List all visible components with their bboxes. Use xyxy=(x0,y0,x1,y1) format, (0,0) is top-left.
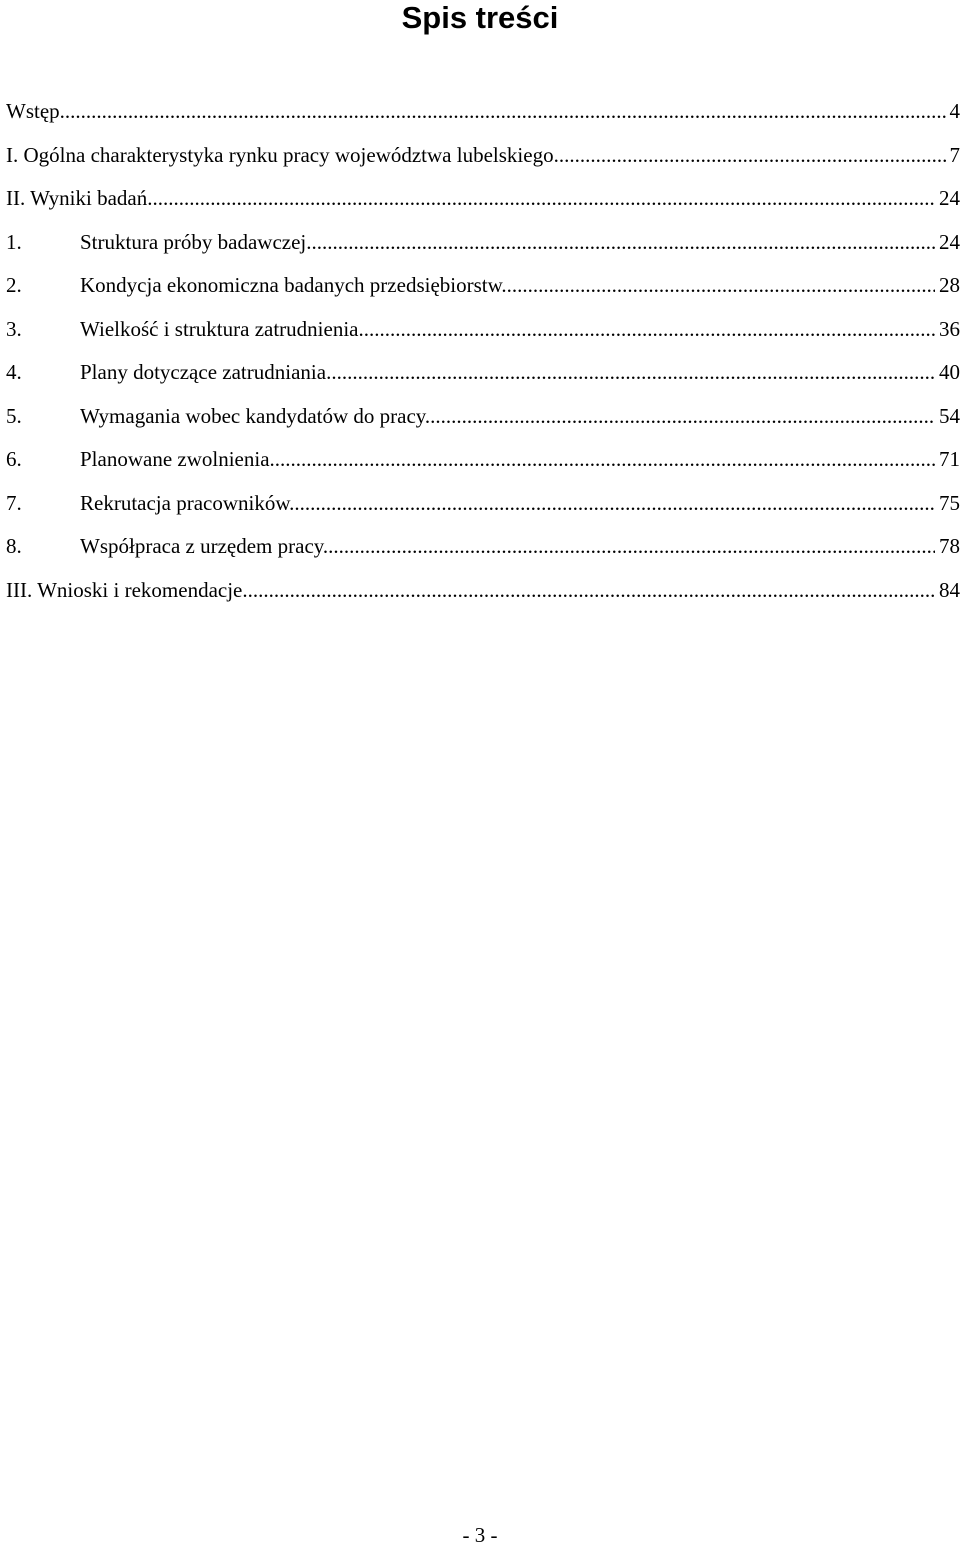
toc-entry-text: Wstęp xyxy=(6,99,60,123)
toc-leader-dots xyxy=(306,230,960,254)
toc-entry-chapter-3[interactable] xyxy=(6,575,960,619)
toc-entry-text: III. Wnioski i rekomendacje xyxy=(6,578,242,602)
toc-entry-page: 28 xyxy=(935,270,960,300)
toc-entry-page: 24 xyxy=(935,227,960,257)
toc-entry-text: Struktura próby badawczej xyxy=(80,230,306,254)
table-of-contents xyxy=(6,96,960,618)
toc-entry-section-1[interactable] xyxy=(6,227,960,271)
toc-leader-dots xyxy=(323,534,960,558)
toc-leader-dots xyxy=(242,578,960,602)
toc-entry-text: II. Wyniki badań xyxy=(6,186,147,210)
toc-leader-dots xyxy=(425,404,960,428)
toc-entry-section-3[interactable] xyxy=(6,314,960,358)
toc-entry-chapter-1[interactable] xyxy=(6,140,960,184)
toc-entry-section-5[interactable] xyxy=(6,401,960,445)
toc-entry-number: 3. xyxy=(6,314,80,344)
toc-entry-page: 40 xyxy=(935,357,960,387)
toc-entry-page: 54 xyxy=(935,401,960,431)
toc-entry-page: 84 xyxy=(935,575,960,605)
toc-entry-text: I. Ogólna charakterystyka rynku pracy województwa lubelskiego xyxy=(6,143,554,167)
toc-leader-dots xyxy=(554,143,960,167)
toc-leader-dots xyxy=(60,99,960,123)
toc-entry-chapter-2[interactable] xyxy=(6,183,960,227)
toc-entry-text: Rekrutacja pracowników xyxy=(80,491,289,515)
toc-leader-dots xyxy=(326,360,960,384)
toc-entry-text: Plany dotyczące zatrudniania xyxy=(80,360,326,384)
toc-entry-page: 7 xyxy=(946,140,960,170)
toc-entry-text: Współpraca z urzędem pracy xyxy=(80,534,323,558)
toc-entry-page: 4 xyxy=(946,96,960,126)
toc-leader-dots xyxy=(358,317,960,341)
toc-entry-intro[interactable] xyxy=(6,96,960,140)
toc-entry-section-6[interactable] xyxy=(6,444,960,488)
toc-entry-page: 24 xyxy=(935,183,960,213)
toc-entry-text: Wymagania wobec kandydatów do pracy xyxy=(80,404,425,428)
toc-entry-page: 78 xyxy=(935,531,960,561)
toc-entry-page: 36 xyxy=(935,314,960,344)
toc-entry-text: Planowane zwolnienia xyxy=(80,447,270,471)
toc-entry-number: 7. xyxy=(6,488,80,518)
toc-entry-number: 5. xyxy=(6,401,80,431)
toc-entry-page: 75 xyxy=(935,488,960,518)
toc-entry-section-8[interactable] xyxy=(6,531,960,575)
toc-entry-number: 2. xyxy=(6,270,80,300)
toc-entry-section-4[interactable] xyxy=(6,357,960,401)
toc-entry-page: 71 xyxy=(935,444,960,474)
toc-leader-dots xyxy=(501,273,960,297)
toc-entry-number: 8. xyxy=(6,531,80,561)
toc-entry-number: 1. xyxy=(6,227,80,257)
toc-leader-dots xyxy=(289,491,960,515)
toc-entry-text: Kondycja ekonomiczna badanych przedsiębiorstw xyxy=(80,273,501,297)
page-title: Spis treści xyxy=(0,0,960,36)
toc-entry-text: Wielkość i struktura zatrudnienia xyxy=(80,317,358,341)
page-number-footer: - 3 - xyxy=(0,1520,960,1550)
toc-entry-number: 6. xyxy=(6,444,80,474)
toc-entry-number: 4. xyxy=(6,357,80,387)
toc-leader-dots xyxy=(270,447,960,471)
toc-leader-dots xyxy=(147,186,960,210)
toc-entry-section-2[interactable] xyxy=(6,270,960,314)
toc-entry-section-7[interactable] xyxy=(6,488,960,532)
